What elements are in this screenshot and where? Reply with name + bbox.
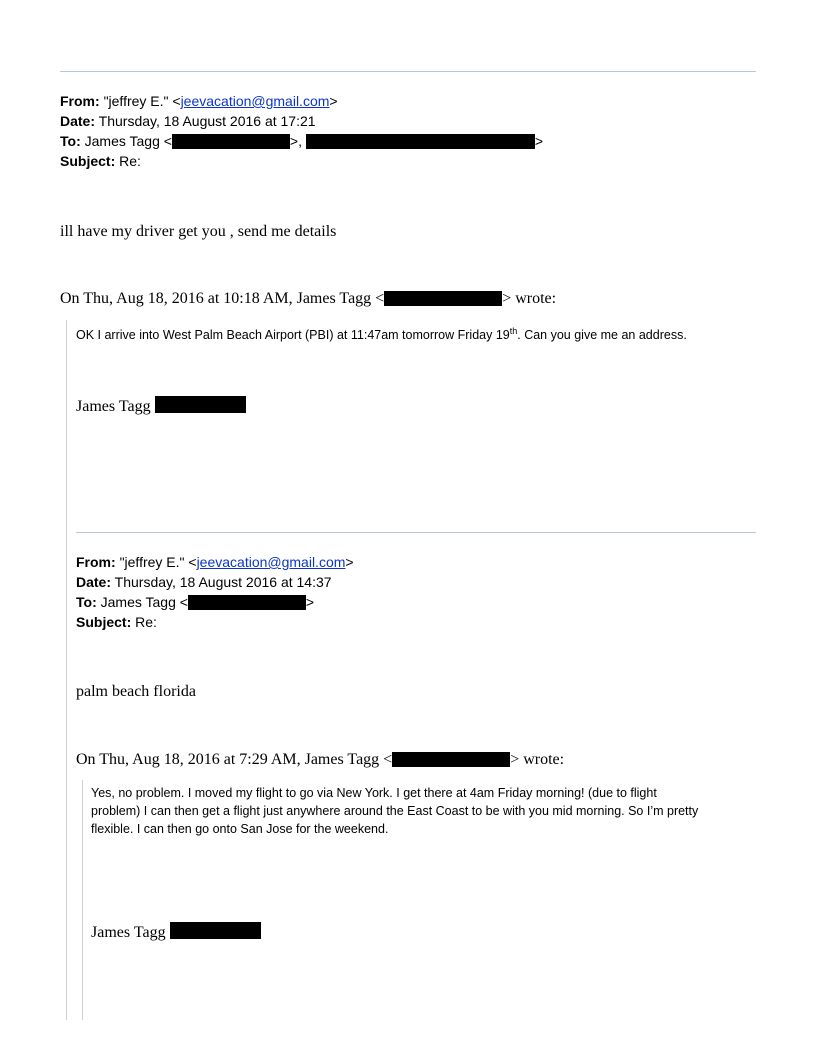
header-divider-1 [60, 71, 756, 72]
subject-label: Subject: [76, 614, 132, 630]
redaction-block [392, 752, 510, 767]
email1-from-line [60, 91, 338, 111]
redaction-block [306, 134, 535, 149]
redaction-block [384, 291, 502, 306]
to-label: To: [76, 594, 97, 610]
redaction-block [172, 134, 290, 149]
subject-value: Re: [119, 153, 141, 169]
from-name: "jeffrey E." < [103, 93, 181, 109]
email2-date-line [76, 572, 332, 592]
quote-line: problem) I can then get a flight just anywhere around the East Coast to be with you mid morning. So I’m pretty [91, 804, 699, 818]
to-close: > [305, 594, 315, 610]
email2-quote-text [91, 784, 756, 838]
email2-body: palm beach florida [76, 683, 196, 700]
attribution-suffix: > wrote: [510, 751, 565, 768]
to-label: To: [60, 133, 81, 149]
attribution-suffix: > wrote: [502, 290, 557, 307]
header-divider-2 [76, 532, 756, 533]
attribution-prefix: On Thu, Aug 18, 2016 at 7:29 AM, James Tagg < [76, 751, 393, 768]
email1-quote-text [76, 326, 687, 344]
to-name: James Tagg < [84, 133, 172, 149]
signature-name: James Tagg [76, 398, 151, 415]
redaction-block [155, 396, 246, 413]
quote-text-before: OK I arrive into West Palm Beach Airport (PBI) at 11:47am tomorrow Friday 19 [76, 328, 510, 342]
date-value: Thursday, 18 August 2016 at 17:21 [98, 113, 316, 129]
date-value: Thursday, 18 August 2016 at 14:37 [114, 574, 332, 590]
to-name: James Tagg < [100, 594, 188, 610]
redaction-block [170, 922, 261, 939]
email1-subject-line [60, 151, 141, 171]
signature-name: James Tagg [91, 924, 166, 941]
to-close: > [534, 133, 544, 149]
subject-label: Subject: [60, 153, 116, 169]
email2-to-line [76, 592, 314, 612]
from-close: > [345, 554, 354, 570]
from-email-link[interactable]: jeevacation@gmail.com [180, 93, 330, 109]
from-label: From: [76, 554, 116, 570]
email2-subject-line [76, 612, 157, 632]
quote-line: flexible. I can then go onto San Jose for the weekend. [91, 822, 389, 836]
email1-body: ill have my driver get you , send me details [60, 223, 337, 240]
email2-signature [91, 922, 261, 943]
subject-value: Re: [135, 614, 157, 630]
quote-bar-outer [66, 320, 67, 1020]
quote-line: Yes, no problem. I moved my flight to go via New York. I get there at 4am Friday morning! (due to flight [91, 786, 657, 800]
from-name: "jeffrey E." < [119, 554, 197, 570]
attribution-prefix: On Thu, Aug 18, 2016 at 10:18 AM, James Tagg < [60, 290, 385, 307]
quote-text-after: . Can you give me an address. [517, 328, 687, 342]
from-close: > [329, 93, 338, 109]
from-label: From: [60, 93, 100, 109]
email1-to-line [60, 131, 543, 151]
date-label: Date: [60, 113, 96, 129]
email1-signature [76, 396, 246, 417]
redaction-block [188, 595, 306, 610]
quote-bar-inner [82, 780, 83, 1020]
email1-date-line [60, 111, 316, 131]
email2-from-line [76, 552, 354, 572]
email1-quote-attribution [60, 289, 556, 309]
email2-quote-attribution [76, 750, 564, 770]
to-separator: >, [289, 133, 302, 149]
quote-superscript: th [509, 325, 518, 336]
from-email-link[interactable]: jeevacation@gmail.com [196, 554, 346, 570]
date-label: Date: [76, 574, 112, 590]
